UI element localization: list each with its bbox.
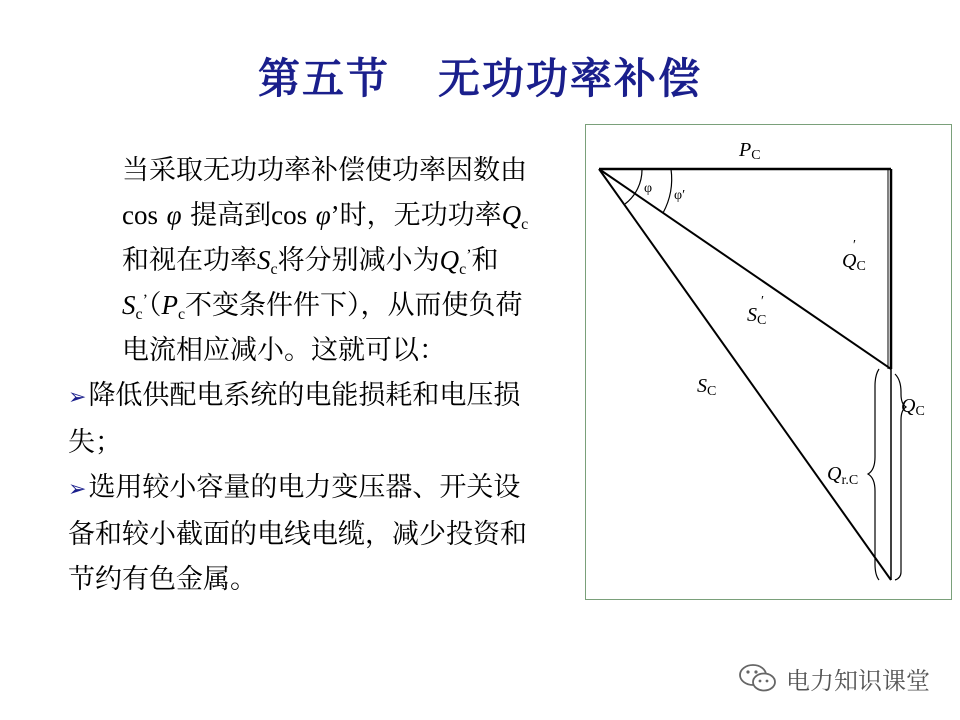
phi-arc: [663, 169, 672, 213]
qc-total-label: QC: [901, 395, 925, 419]
qc-prime-label: QC: [842, 250, 866, 274]
phi-prime-label: φ′: [674, 188, 686, 203]
diagram-border: [586, 125, 952, 600]
phi-prime-arc: [625, 169, 642, 204]
bullet-item: ➢选用较小容量的电力变压器、开关设备和较小截面的电线电缆，减少投资和节约有色金属。: [68, 472, 527, 595]
wechat-icon: [738, 661, 778, 695]
qrc-label: Qr.C: [827, 463, 859, 488]
pc-label: PC: [739, 139, 761, 163]
body-text: [68, 148, 538, 602]
page-title: [0, 46, 960, 106]
watermark-text: 电力知识课堂: [786, 666, 930, 695]
intro-paragraph: 当采取无功功率补偿使功率因数由cos φ 提高到cos φ’时，无功功率$Q_c$和视在功率$S_c$将分别减小为$Q_c^’$和$S_c^’(P_c$不变条件件下），从而使负荷电流相应减小。这就可以：: [122, 155, 529, 366]
bullet-item: ➢降低供配电系统的电能损耗和电压损失；: [68, 380, 521, 458]
qc-prime-mark: ′: [853, 238, 857, 253]
watermark: [738, 660, 930, 696]
sc-label: SC: [697, 375, 717, 399]
phi-label: φ: [644, 181, 653, 196]
arrow-bullet-icon: ➢: [68, 477, 87, 502]
title-topic: 无功功率补偿: [438, 54, 703, 103]
sc-prime-mark: ′: [761, 294, 765, 309]
sc-line: [599, 169, 891, 580]
power-triangle-diagram: [585, 124, 952, 600]
sc-prime-label: SC: [747, 304, 767, 328]
arrow-bullet-icon: ➢: [68, 385, 87, 410]
title-section: 第五节: [257, 54, 390, 103]
